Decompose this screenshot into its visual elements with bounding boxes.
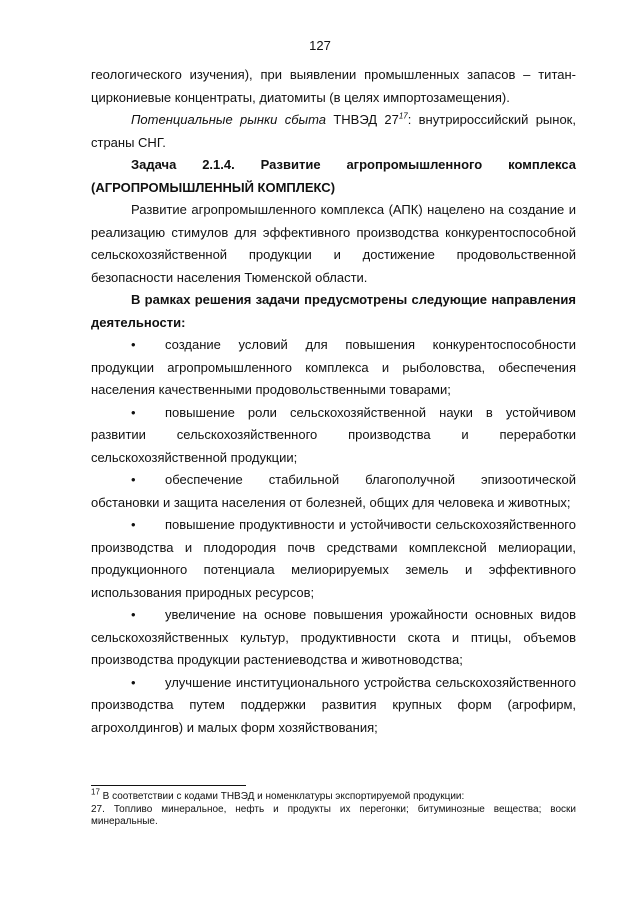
task-title-word-1: Развитие [260,157,321,172]
bullet-item [91,402,576,470]
footnote-line-1 [91,787,576,804]
footnote-divider [91,785,246,786]
bullet-text: обеспечение стабильной благополучной эпизоотической обстановки и защита населения от болезней, общих для человека и животных; [91,472,576,510]
footnote-ref: 17 [398,111,408,121]
task-heading [91,154,576,199]
bullet-text: увеличение на основе повышения урожайности основных видов сельскохозяйственных культур, продуктивности скота и птицы, объемов производства продукции растениеводства и животноводства; [91,607,576,667]
bullet-marker: • [131,517,136,532]
bullet-marker: • [131,607,136,622]
markets-rest: : внутрироссийский рынок, страны СНГ. [91,112,576,150]
paragraph-geology: геологического изучения), при выявлении промышленных запасов – титан-циркониевые концентраты, диатомиты (в целях импортозамещения). [91,67,576,105]
bullet-marker: • [131,674,136,690]
paragraph-intro: Развитие агропромышленного комплекса (АПК) нацелено на создание и реализацию стимулов для эффективного производства конкурентоспособной сельскохозяйственной продукции и достижение продовольственной безопасности населения Тюменской области. [91,202,576,285]
bullet-marker: • [131,337,136,352]
bullet-item [91,469,576,514]
markets-code: ТНВЭД 27 [333,112,399,127]
bullet-marker: • [131,472,136,487]
footnotes [91,787,576,829]
bullet-text: создание условий для повышения конкурентоспособности продукции агропромышленного комплекса и рыболовства, обеспечения населения качественными продовольственными товарами; [91,337,576,397]
bullet-item [91,514,576,604]
bullet-text: улучшение институционального устройства сельскохозяйственного производства путем поддержки развития крупных форм (агрофирм, агрохолдингов) и малых форм хозяйствования; [91,674,576,735]
page-number: 127 [309,38,331,53]
bullet-text: повышение роли сельскохозяйственной науки в устойчивом развитии сельскохозяйственного производства и переработки сельскохозяйственной продукции; [91,404,576,465]
directions-heading: В рамках решения задачи предусмотрены следующие направления деятельности: [91,292,576,330]
task-number: 2.1.4. [202,157,235,172]
task-title-word-2: агропромышленного [346,157,483,172]
paragraph-markets [91,109,576,154]
task-title-line2: (АГРОПРОМЫШЛЕННЫЙ КОМПЛЕКС) [91,179,336,195]
bullet-item [91,604,576,672]
task-word: Задача [131,157,177,172]
markets-label: Потенциальные рынки сбыта [131,112,326,127]
footnote-number: 17 [91,787,100,797]
footnote-text-1: В соответствии с кодами ТНВЭД и номенклатуры экспортируемой продукции: [99,791,465,802]
footnote-line-2: 27. Топливо минеральное, нефть и продукты их перегонки; битуминозные вещества; воски минеральные. [91,803,576,827]
body-text [91,64,576,739]
task-title-word-3: комплекса [508,157,576,172]
bullet-item [91,334,576,402]
bullet-text: повышение продуктивности и устойчивости сельскохозяйственного производства и плодородия почв средствами комплексной мелиорации, продукционного потенциала мелиорируемых земель и эффективного использования природных ресурсов; [91,517,576,600]
bullet-marker: • [131,404,136,420]
bullet-item [91,672,576,740]
